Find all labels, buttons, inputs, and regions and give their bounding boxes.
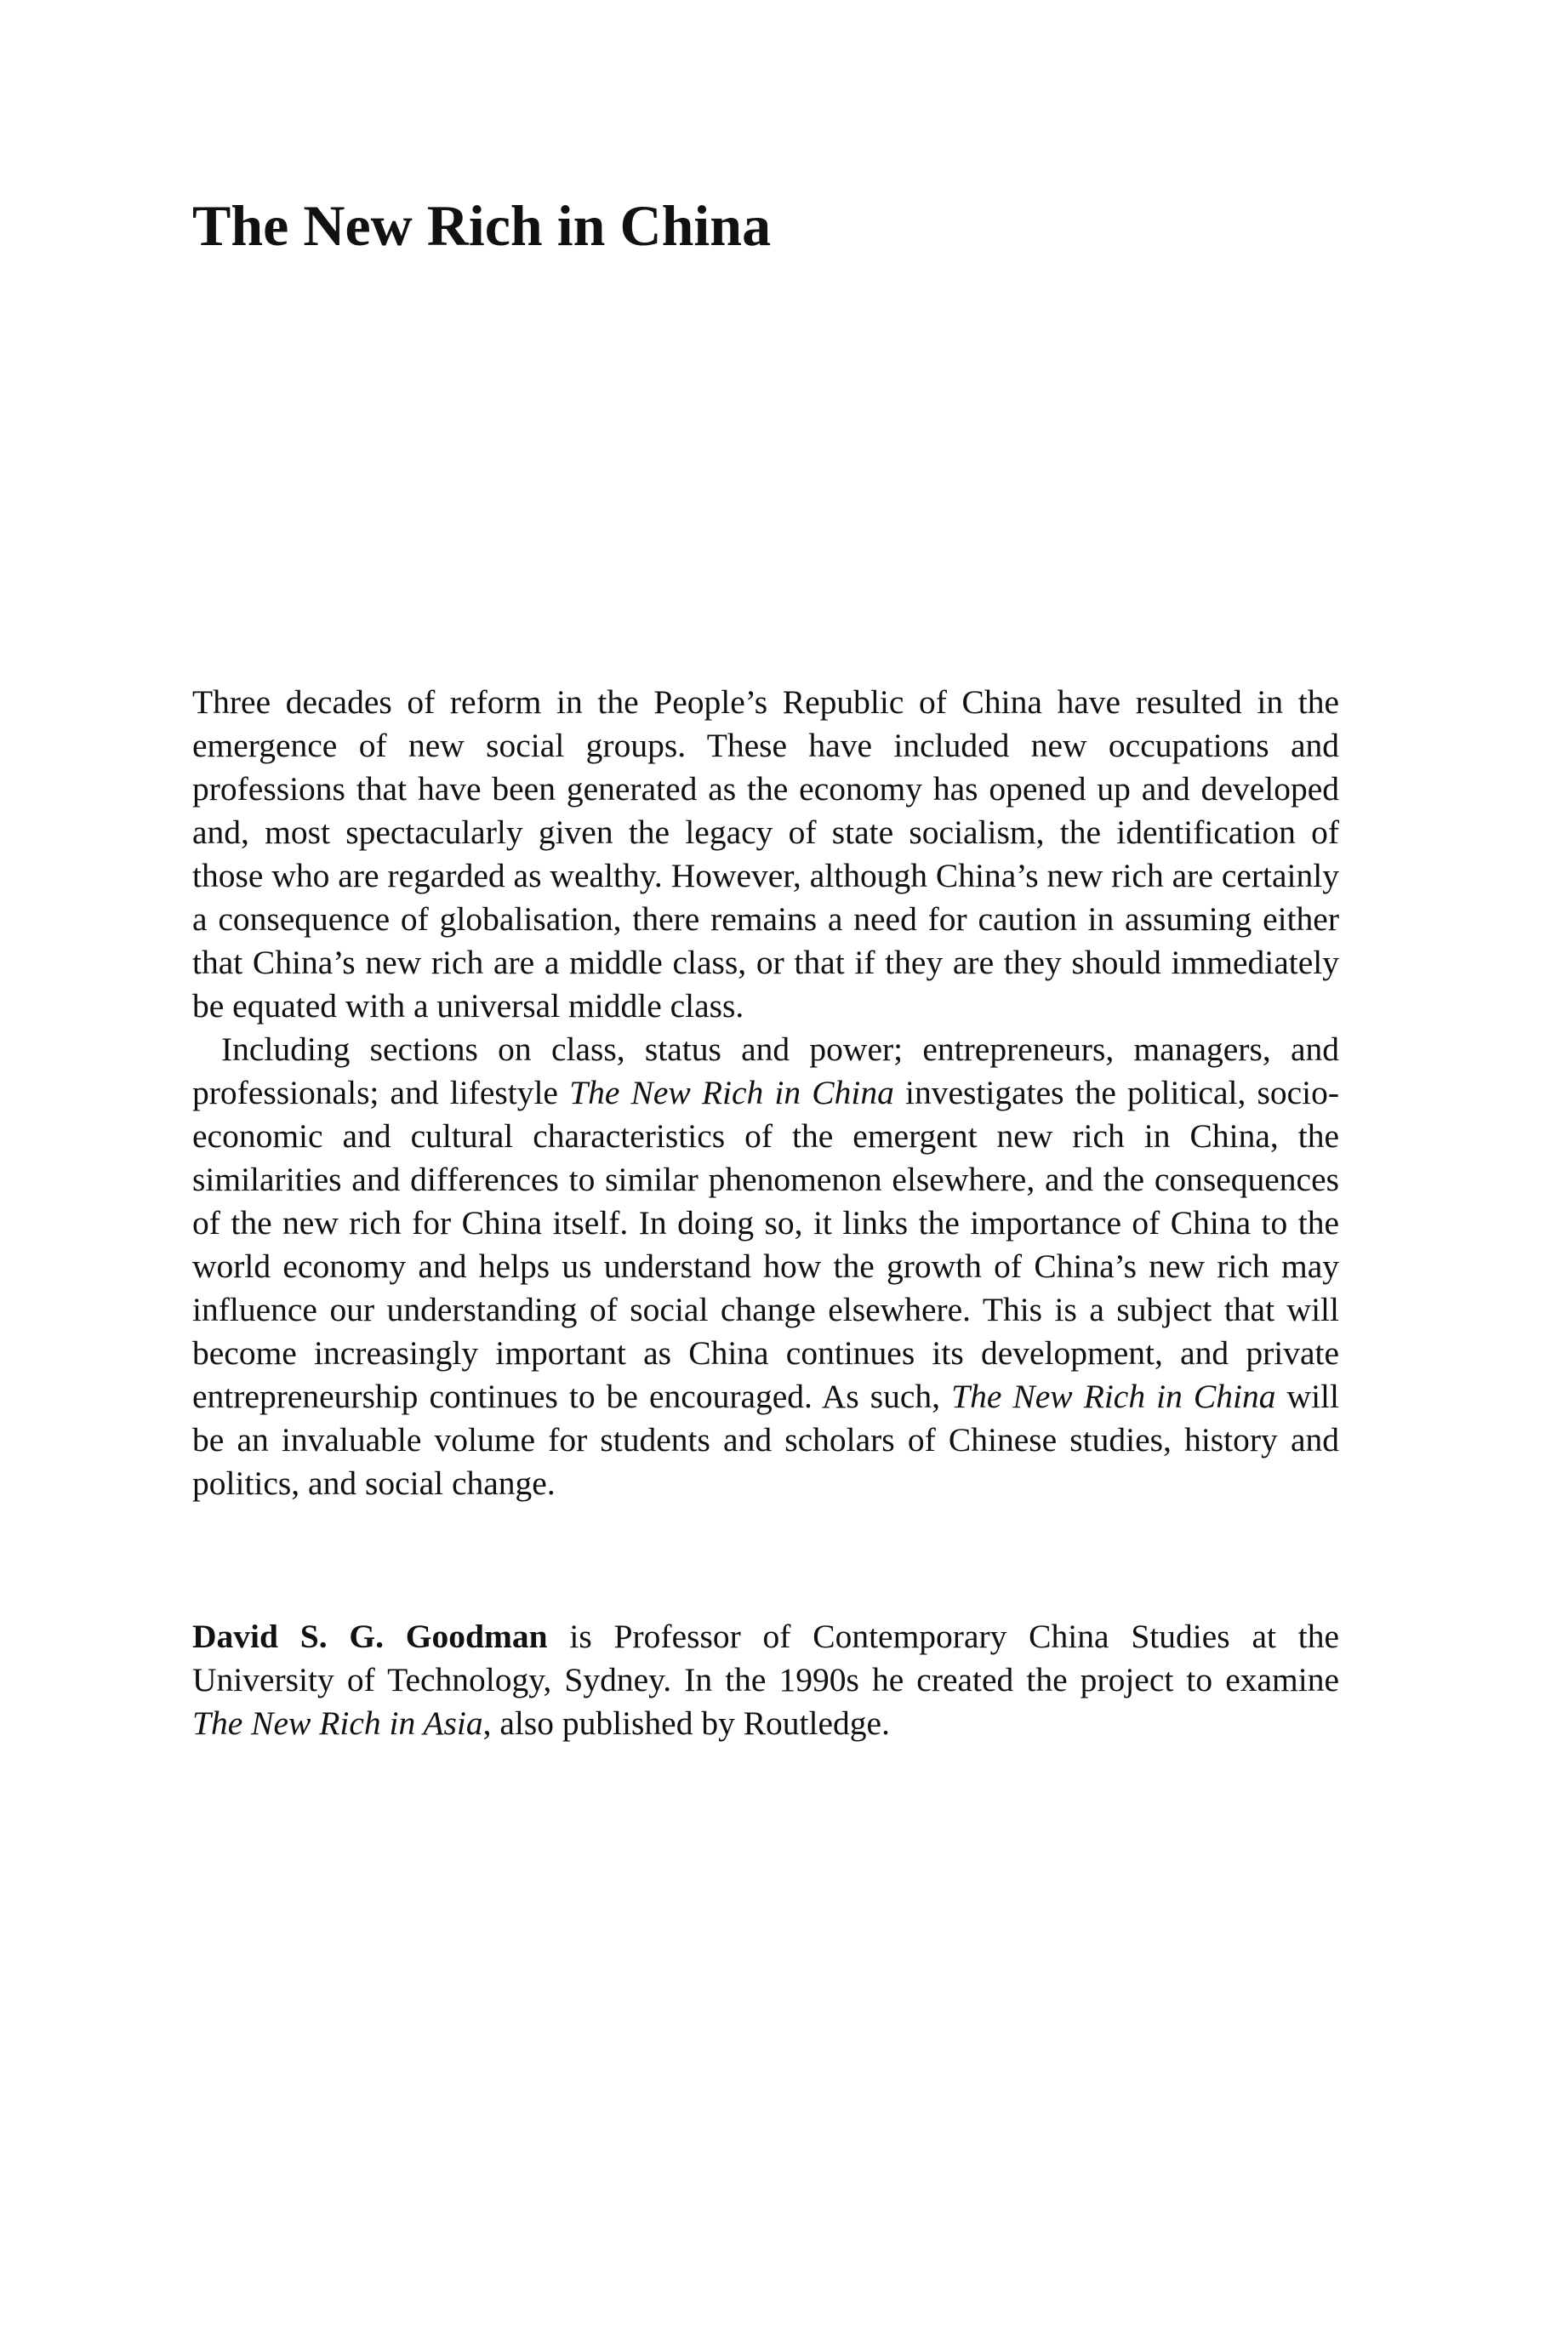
book-title-reference: The New Rich in China <box>569 1074 894 1111</box>
description-paragraph-2-text-a: Including sections on class, status and power; entrepreneurs, managers, and professionals; and lifestyle <box>192 1030 1339 1111</box>
author-bio <box>192 1615 1339 1745</box>
description-paragraph-2-text-b: investigates the political, socio-economic and cultural characteristics of the emergent new rich in China, the similarities and differences to similar phenomenon elsewhere, and the consequences of the new rich for China itself. In doing so, it links the importance of China to the world economy and helps us understand how the growth of China’s new rich may influence our understanding of social change elsewhere. This is a subject that will become increasingly important as China continues its development, and private entrepreneurship continues to be encouraged. As such, <box>192 1074 1339 1415</box>
description-paragraph-1-text: Three decades of reform in the People’s Republic of China have resulted in the emergence of new social groups. These have included new occupations and professions that have been generated as the economy has opened up and developed and, most spectacularly given the legacy of state socialism, the identification of those who are regarded as wealthy. However, although China’s new rich are certainly a consequence of globalisation, there remains a need for caution in assuming either that China’s new rich are a middle class, or that if they are they should immediately be equated with a universal middle class. <box>192 683 1339 1025</box>
description-paragraph-2 <box>192 1028 1339 1505</box>
description-paragraph-2-text-c: will be an invaluable volume for students and scholars of Chinese studies, history and politics, and social change. <box>192 1378 1340 1502</box>
author-name: David S. G. Goodman <box>192 1618 548 1655</box>
description-paragraph-1 <box>192 681 1339 1028</box>
related-book-title: The New Rich in Asia <box>192 1704 483 1742</box>
author-bio-text-a: is Professor of Contemporary China Studies at the University of Technology, Sydney. In the 1990s he created the project to examine <box>192 1618 1339 1698</box>
author-bio-text-b: , also published by Routledge. <box>482 1704 890 1742</box>
book-title-reference: The New Rich in China <box>951 1378 1276 1415</box>
book-description <box>192 681 1339 1505</box>
page-title: The New Rich in China <box>192 193 772 258</box>
